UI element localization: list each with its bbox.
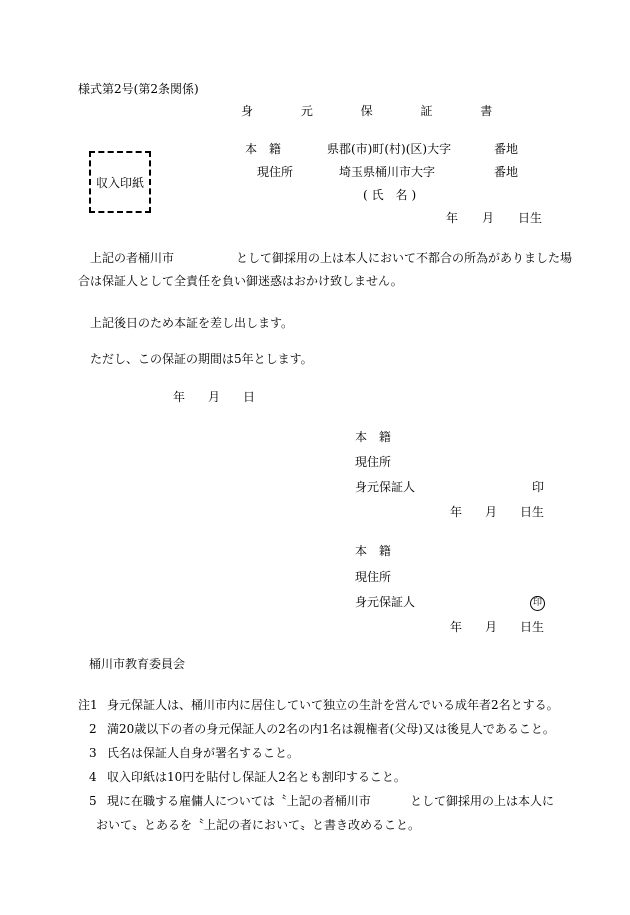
subject-domicile-label: 本 籍	[245, 142, 285, 156]
date-day: 日	[243, 390, 256, 404]
subject-name-label: (氏 名)	[363, 188, 421, 202]
revenue-stamp-label: 収入印紙	[95, 175, 144, 190]
guarantor1-role: 身元保証人	[355, 480, 416, 494]
note5-line2: おいて〟とあるを〝上記の者において〟と書き改めること。	[96, 818, 421, 832]
guarantor2-address: 現住所	[355, 570, 392, 584]
note4-label: 4	[89, 770, 97, 784]
subject-domicile-suffix: 番地	[494, 142, 519, 156]
subject-birth-year: 年	[446, 211, 459, 225]
note5-line1-b: として御採用の上は本人に	[410, 794, 555, 808]
guarantor1-month: 月	[485, 505, 498, 519]
date-year: 年	[173, 390, 186, 404]
subject-address-value: 埼玉県桶川市大字	[339, 165, 436, 179]
addressee: 桶川市教育委員会	[89, 657, 186, 671]
guarantor2-month: 月	[485, 620, 498, 634]
subject-address-suffix: 番地	[494, 165, 519, 179]
subject-domicile-value: 県郡(市)町(村)(区)大字	[327, 142, 452, 156]
para1-line2: 合は保証人として全責任を負い御迷惑はおかけ致しません。	[78, 274, 403, 288]
guarantor1-address: 現住所	[355, 455, 392, 469]
form-number: 様式第2号(第2条関係)	[78, 82, 199, 96]
guarantor2-role: 身元保証人	[355, 595, 416, 609]
guarantor1-domicile: 本 籍	[355, 430, 395, 444]
note1-label: 注1	[78, 698, 98, 712]
note4: 収入印紙は10円を貼付し保証人2名とも割印すること。	[107, 770, 406, 784]
document-title: 身 元 保 証 書	[241, 104, 515, 118]
guarantor2-day: 日生	[520, 620, 545, 634]
subject-birth-month: 月	[482, 211, 495, 225]
para3: ただし、この保証の期間は5年とします。	[90, 352, 313, 366]
guarantor2-seal: 印	[530, 596, 545, 611]
guarantor1-day: 日生	[520, 505, 545, 519]
para1-line1-b: として御採用の上は本人において不都合の所為がありました場	[236, 251, 573, 265]
guarantor1-seal: 印	[532, 480, 545, 494]
revenue-stamp-box	[89, 151, 151, 213]
para1-line1-a: 上記の者桶川市	[90, 251, 175, 265]
guarantor2-seal-mark	[530, 594, 545, 611]
subject-birth-day: 日生	[518, 211, 543, 225]
subject-address-label: 現住所	[257, 165, 294, 179]
note2-label: 2	[89, 722, 97, 736]
note2: 満20歳以下の者の身元保証人の2名の内1名は親権者(父母)又は後見人であること。	[107, 722, 555, 736]
note5-line1-a: 現に在職する雇傭人については〝上記の者桶川市	[107, 794, 371, 808]
guarantor1-year: 年	[450, 505, 463, 519]
guarantor2-domicile: 本 籍	[355, 544, 395, 558]
note5-label: 5	[89, 794, 97, 808]
guarantor2-year: 年	[450, 620, 463, 634]
note1: 身元保証人は、桶川市内に居住していて独立の生計を営んでいる成年者2名とする。	[107, 698, 559, 712]
para2: 上記後日のため本証を差し出します。	[90, 316, 294, 330]
note3-label: 3	[89, 746, 97, 760]
note3: 氏名は保証人自身が署名すること。	[107, 746, 300, 760]
date-month: 月	[208, 390, 221, 404]
